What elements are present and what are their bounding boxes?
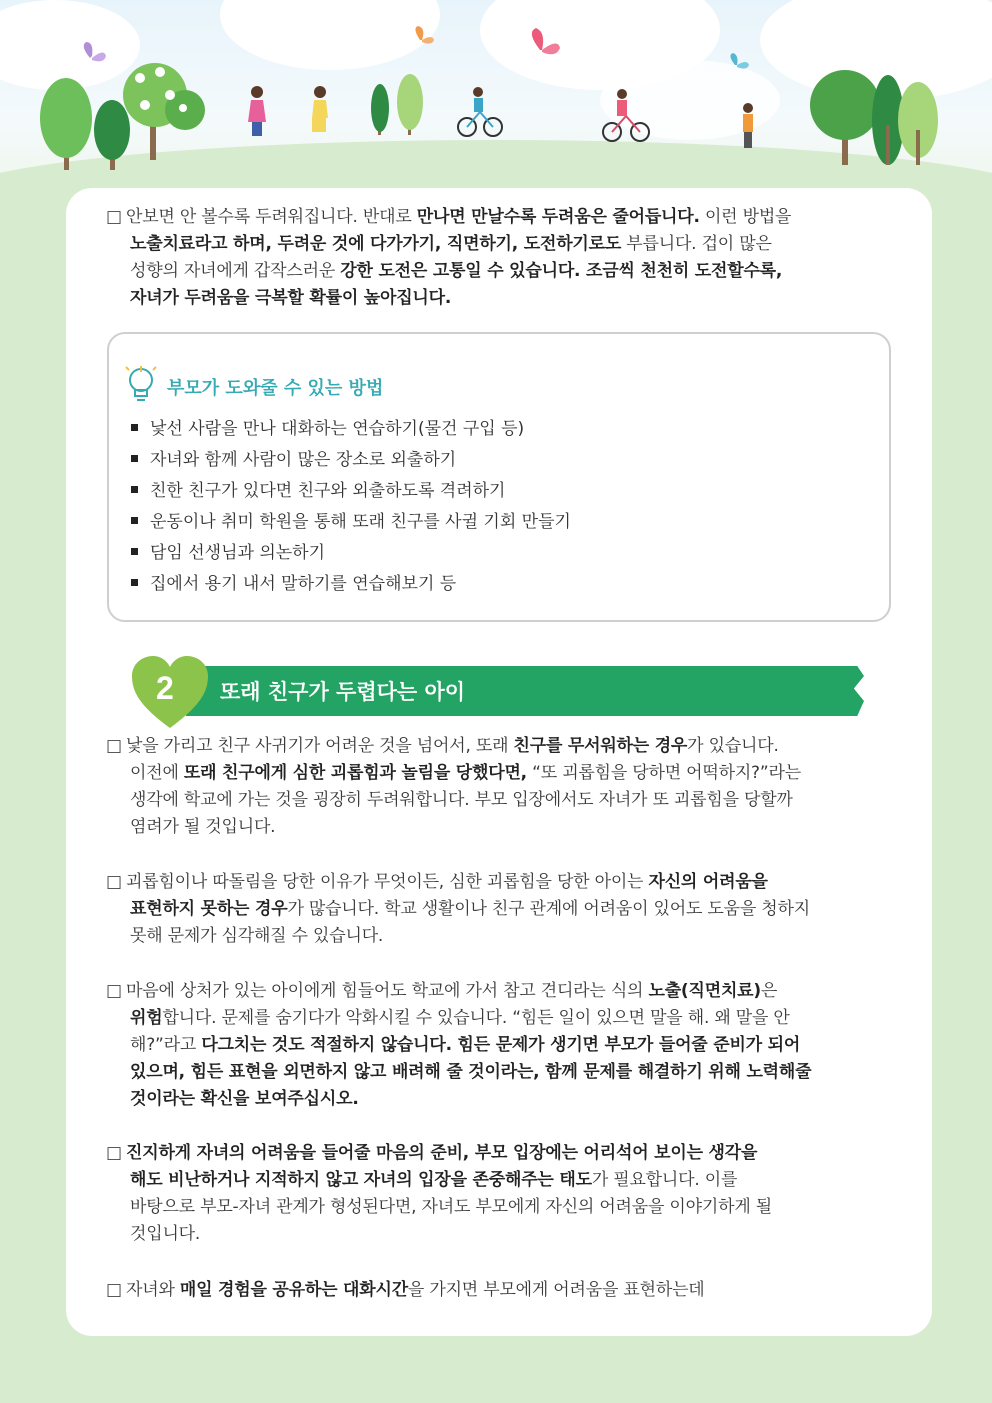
section-paragraph: [106, 978, 890, 1113]
paragraph-line: [106, 285, 890, 312]
paragraph-line: [106, 1059, 890, 1086]
text: 염려가 될 것입니다.: [130, 817, 276, 837]
intro-paragraph: [106, 204, 890, 312]
checkbox-bullet-icon: □: [106, 872, 122, 892]
bold-text: 다그치는 것도 적절하지 않습니다. 힘든 문제가 생기면 부모가 들어줄 준비가 되어: [201, 1035, 801, 1055]
section-number: 2: [156, 670, 174, 706]
checkbox-bullet-icon: □: [106, 736, 122, 756]
text: 부릅니다. 겁이 많은: [621, 234, 772, 254]
bold-text: 노출치료라고 하며, 두려운 것에 다가가기, 직면하기, 도전하기로도: [130, 234, 622, 254]
tip-item: [131, 538, 571, 569]
tip-item-label: 자녀와 함께 사람이 많은 장소로 외출하기: [150, 450, 457, 470]
text: 안보면 안 볼수록 두려워집니다. 반대로: [126, 207, 417, 227]
paragraph-line: [106, 923, 890, 950]
text: 을 가지면 부모에게 어려움을 표현하는데: [407, 1280, 705, 1300]
paragraph-line: [106, 760, 890, 787]
text: 바탕으로 부모-자녀 관계가 형성된다면, 자녀도 부모에게 자신의 어려움을 이야기하게 될: [130, 1197, 772, 1217]
square-bullet-icon: [131, 579, 138, 586]
tip-item: [131, 569, 571, 600]
paragraph-line: [106, 814, 890, 841]
cyclist-icon: [458, 87, 649, 141]
tree-icon: [40, 63, 205, 170]
bold-text: 노출(직면치료): [648, 981, 761, 1001]
text: 가 필요합니다. 이를: [591, 1170, 738, 1190]
butterfly-icon: [84, 26, 749, 69]
text: 해?”라고: [130, 1035, 202, 1055]
person-icon: [248, 86, 753, 148]
tree-icon: [810, 70, 938, 165]
paragraph-line: [106, 258, 890, 285]
text: 이전에: [130, 763, 184, 783]
square-bullet-icon: [131, 548, 138, 555]
text: 합니다. 문제를 숨기다가 악화시킬 수 있습니다. “힘든 일이 있으면 말을 해. 왜 말을 안: [162, 1008, 790, 1028]
text: 생각에 학교에 가는 것을 굉장히 두려워합니다. 부모 입장에서도 자녀가 또 괴롭힘을 당할까: [130, 790, 793, 810]
section-title: 또래 친구가 두렵다는 아이: [220, 680, 466, 704]
bold-text: 만나면 만날수록 두려움은 줄어듭니다.: [416, 207, 700, 227]
tip-item-label: 운동이나 취미 학원을 통해 또래 친구를 사귈 기회 만들기: [150, 512, 571, 532]
text: 은: [760, 981, 778, 1001]
paragraph-line: [106, 896, 890, 923]
paragraph-line: [106, 1277, 890, 1304]
scene-svg: [0, 0, 992, 200]
tips-box: [107, 332, 891, 622]
text: 가 많습니다. 학교 생활이나 친구 관계에 어려움이 있어도 도움을 청하지: [287, 899, 810, 919]
bold-text: 매일 경험을 공유하는 대화시간: [179, 1280, 408, 1300]
tip-item: [131, 445, 571, 476]
bold-text: 것이라는 확신을 보여주십시오.: [130, 1089, 359, 1109]
section-paragraph: [106, 1140, 890, 1248]
paragraph-line: [106, 733, 890, 760]
square-bullet-icon: [131, 424, 138, 431]
bold-text: 친구를 무서워하는 경우: [513, 736, 688, 756]
bold-text: 있으며, 힘든 표현을 외면하지 않고 배려해 줄 것이라는, 함께 문제를 해결하기 위해 노력해줄: [130, 1062, 812, 1082]
paragraph-line: [106, 1032, 890, 1059]
paragraph-line: [106, 869, 890, 896]
tip-item-label: 담임 선생님과 의논하기: [150, 543, 326, 563]
tip-item: [131, 414, 571, 445]
tips-title: 부모가 도와줄 수 있는 방법: [167, 378, 384, 399]
tip-item-label: 친한 친구가 있다면 친구와 외출하도록 격려하기: [150, 481, 506, 501]
text: 괴롭힘이나 따돌림을 당한 이유가 무엇이든, 심한 괴롭힘을 당한 아이는: [126, 872, 649, 892]
text: 이런 방법을: [699, 207, 792, 227]
text: 못해 문제가 심각해질 수 있습니다.: [130, 926, 384, 946]
paragraph-line: [106, 204, 890, 231]
checkbox-bullet-icon: □: [106, 981, 122, 1001]
tips-list: [131, 414, 571, 600]
text: 낯을 가리고 친구 사귀기가 어려운 것을 넘어서, 또래: [126, 736, 514, 756]
bold-text: 강한 도전은 고통일 수 있습니다. 조금씩 천천히 도전할수록,: [340, 261, 783, 281]
bold-text: 해도 비난하거나 지적하지 않고 자녀의 입장을 존중해주는 태도: [130, 1170, 592, 1190]
tip-item-label: 낯선 사람을 만나 대화하는 연습하기(물건 구입 등): [150, 419, 525, 439]
bold-text: 자신의 어려움을: [648, 872, 768, 892]
paragraph-line: [106, 1221, 890, 1248]
checkbox-bullet-icon: □: [106, 207, 122, 227]
tree-icon: [371, 74, 423, 135]
text: “또 괴롭힘을 당하면 어떡하지?”라는: [526, 763, 801, 783]
text: 성향의 자녀에게 갑작스러운: [130, 261, 341, 281]
bold-text: 위험: [130, 1008, 163, 1028]
text: 자녀와: [126, 1280, 180, 1300]
paragraph-line: [106, 1167, 890, 1194]
section-paragraph: [106, 1277, 890, 1304]
paragraph-line: [106, 978, 890, 1005]
square-bullet-icon: [131, 517, 138, 524]
tip-item: [131, 476, 571, 507]
paragraph-line: [106, 1140, 890, 1167]
square-bullet-icon: [131, 455, 138, 462]
tip-item: [131, 507, 571, 538]
paragraph-line: [106, 1086, 890, 1113]
bold-text: 표현하지 못하는 경우: [130, 899, 288, 919]
text: 가 있습니다.: [687, 736, 779, 756]
checkbox-bullet-icon: □: [106, 1143, 122, 1163]
paragraph-line: [106, 231, 890, 258]
paragraph-line: [106, 1005, 890, 1032]
section-paragraph: [106, 869, 890, 950]
bold-text: 진지하게 자녀의 어려움을 들어줄 마음의 준비, 부모 입장에는 어리석어 보이는 생각을: [126, 1143, 758, 1163]
text: 마음에 상처가 있는 아이에게 힘들어도 학교에 가서 참고 견디라는 식의: [126, 981, 649, 1001]
paragraph-line: [106, 1194, 890, 1221]
bold-text: 또래 친구에게 심한 괴롭힘과 놀림을 당했다면,: [183, 763, 527, 783]
lightbulb-icon: [123, 364, 159, 404]
header-illustration: [0, 0, 992, 200]
paragraph-line: [106, 787, 890, 814]
bold-text: 자녀가 두려움을 극복할 확률이 높아집니다.: [130, 288, 452, 308]
checkbox-bullet-icon: □: [106, 1280, 122, 1300]
square-bullet-icon: [131, 486, 138, 493]
section-paragraph: [106, 733, 890, 841]
text: 것입니다.: [130, 1224, 201, 1244]
tip-item-label: 집에서 용기 내서 말하기를 연습해보기 등: [150, 574, 457, 594]
